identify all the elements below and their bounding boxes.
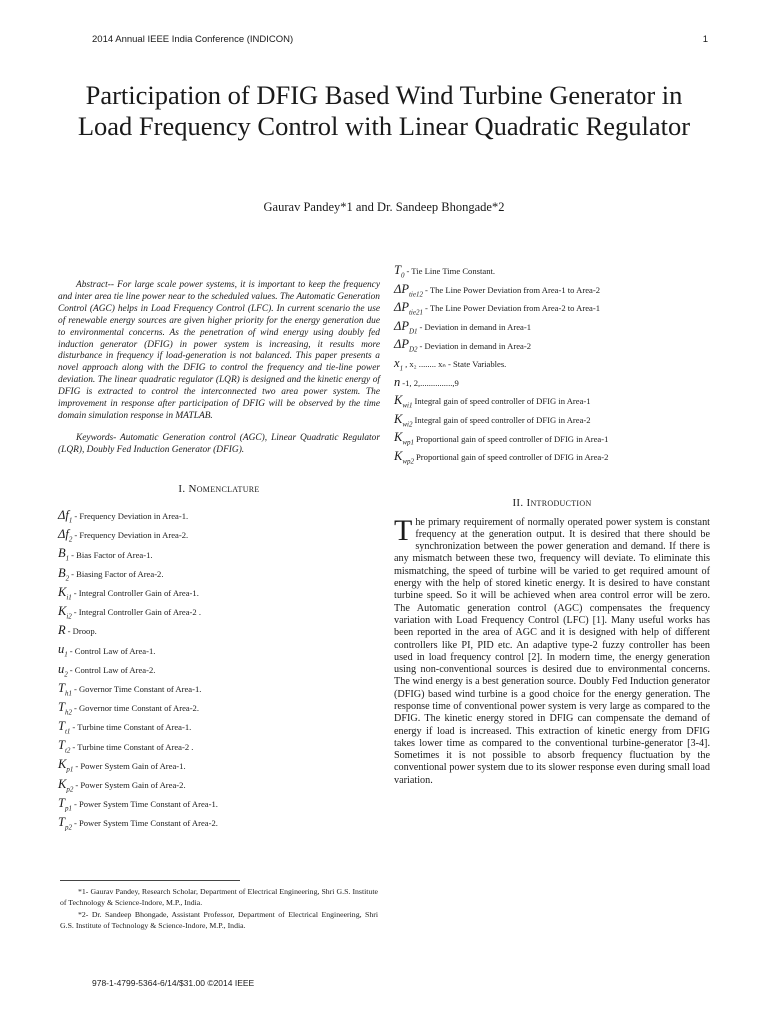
section-heading-nomenclature: [58, 483, 380, 495]
nomenclature-item: [394, 262, 710, 281]
symbol-base: K: [394, 411, 403, 426]
nomenclature-item: [58, 526, 380, 545]
symbol-base: K: [58, 584, 67, 599]
symbol-base: B: [58, 546, 66, 561]
symbol-base: T: [58, 815, 65, 830]
symbol-subscript: p2: [66, 785, 74, 794]
symbol-subscript: 1: [65, 554, 70, 563]
conference-name: 2014 Annual IEEE India Conference (INDICON): [92, 34, 294, 45]
nomenclature-symbol: [58, 623, 66, 640]
symbol-subscript: D1: [408, 327, 418, 336]
nomenclature-symbol: [58, 777, 73, 794]
nomenclature-item: [58, 756, 380, 775]
nomenclature-description: Integral gain of speed controller of DFIG in Area-2: [414, 415, 591, 426]
symbol-base: ΔP: [394, 281, 409, 296]
symbol-subscript: wi1: [402, 401, 413, 410]
symbol-subscript: h2: [64, 708, 72, 717]
nomenclature-item: [58, 795, 380, 814]
symbol-subscript: t1: [64, 727, 71, 736]
section-heading-introduction: [394, 497, 710, 509]
introduction-paragraph: [394, 513, 710, 788]
nomenclature-item: [58, 622, 380, 641]
nomenclature-symbol: [394, 337, 418, 354]
symbol-base: u: [58, 661, 65, 676]
nomenclature-item: [58, 679, 380, 698]
nomenclature-symbol: [394, 319, 418, 336]
symbol-base: Δf: [58, 508, 69, 523]
nomenclature-item: [58, 718, 380, 737]
nomenclature-description: - The Line Power Deviation from Area-2 to Area-1: [424, 303, 600, 314]
page-number: 1: [702, 34, 708, 45]
section-rest: omenclature: [196, 482, 260, 495]
nomenclature-item: [394, 448, 710, 467]
symbol-subscript: 1: [64, 650, 68, 659]
nomenclature-description: Proportional gain of speed controller of DFIG in Area-2: [416, 452, 609, 463]
keywords: Keywords- Automatic Generation control (AGC), Linear Quadratic Regulator (LQR), Doubly Fed Induction Generator (DFIG).: [58, 432, 380, 455]
symbol-base: T: [58, 719, 65, 734]
symbol-subscript: 0: [400, 271, 405, 280]
symbol-subscript: tie21: [408, 308, 423, 317]
footnotes: [60, 886, 378, 932]
nomenclature-item: [58, 641, 380, 660]
footnote-2: *2- Dr. Sandeep Bhongade, Assistant Professor, Department of Electrical Engineering, Shri G.S. Institute of Technology & Science-Indore, M.P., India.: [60, 909, 378, 931]
nomenclature-item: [394, 281, 710, 300]
nomenclature-item: [58, 737, 380, 756]
symbol-base: T: [58, 680, 65, 695]
symbol-base: u: [58, 642, 65, 657]
symbol-subscript: h1: [64, 689, 72, 698]
symbol-base: ΔP: [394, 337, 409, 352]
nomenclature-description: - Integral Controller Gain of Area-1.: [73, 588, 199, 599]
section-numeral: II.: [512, 496, 524, 509]
nomenclature-description: - Power System Time Constant of Area-2.: [73, 818, 218, 829]
running-header: [92, 34, 708, 45]
section-first-letter: N: [188, 482, 197, 495]
copyright-footer: 978-1-4799-5364-6/14/$31.00 ©2014 IEEE: [92, 978, 255, 988]
footnote-1: *1- Gaurav Pandey, Research Scholar, Department of Electrical Engineering, Shri G.S. Institute of Technology & Science-Indore, M.P., India.: [60, 887, 378, 908]
nomenclature-description: - Power System Time Constant of Area-1.: [73, 799, 218, 810]
symbol-subscript: 2: [64, 670, 68, 679]
nomenclature-symbol: [58, 527, 72, 544]
nomenclature-description: , x₂ ........ xₙ - State Variables.: [405, 358, 507, 369]
nomenclature-description: - Biasing Factor of Area-2.: [71, 568, 164, 579]
symbol-base: T: [58, 699, 65, 714]
nomenclature-item: [58, 660, 380, 679]
nomenclature-symbol: [394, 282, 423, 299]
symbol-subscript: p2: [64, 823, 72, 832]
nomenclature-item: [58, 583, 380, 602]
section-first-letter: I: [526, 496, 531, 509]
nomenclature-description: - Bias Factor of Area-1.: [71, 549, 153, 560]
symbol-base: n: [394, 374, 401, 389]
nomenclature-description: -1, 2,...............,9: [402, 377, 459, 388]
nomenclature-symbol: [394, 449, 414, 466]
symbol-subscript: p1: [64, 804, 72, 813]
nomenclature-item: [394, 336, 710, 355]
nomenclature-item: [58, 699, 380, 718]
nomenclature-list-left: [58, 507, 380, 833]
nomenclature-symbol: [58, 642, 68, 659]
nomenclature-item: [58, 507, 380, 526]
symbol-subscript: t2: [64, 746, 71, 755]
nomenclature-description: - Control Law of Area-2.: [69, 664, 156, 675]
symbol-base: T: [58, 795, 65, 810]
nomenclature-symbol: [58, 815, 72, 832]
nomenclature-symbol: [394, 412, 412, 429]
authors: Gaurav Pandey*1 and Dr. Sandeep Bhongade*2: [263, 200, 505, 214]
nomenclature-item: [394, 392, 710, 411]
drop-cap: T: [394, 513, 413, 547]
nomenclature-symbol: [58, 757, 73, 774]
nomenclature-description: - Droop.: [67, 626, 97, 637]
nomenclature-description: - Power System Gain of Area-1.: [75, 760, 186, 771]
footnote-rule: [60, 880, 240, 881]
nomenclature-description: - Governor Time Constant of Area-1.: [73, 683, 202, 694]
symbol-base: T: [394, 263, 401, 278]
nomenclature-description: - Turbine time Constant of Area-2 .: [72, 741, 194, 752]
nomenclature-symbol: [394, 430, 414, 447]
symbol-base: B: [58, 565, 66, 580]
nomenclature-symbol: [58, 585, 72, 602]
symbol-base: K: [58, 776, 67, 791]
nomenclature-description: Proportional gain of speed controller of DFIG in Area-1: [416, 433, 609, 444]
symbol-base: ΔP: [394, 300, 409, 315]
symbol-subscript: p1: [66, 765, 74, 774]
nomenclature-symbol: [394, 300, 423, 317]
nomenclature-symbol: [58, 796, 72, 813]
nomenclature-list-right: [394, 262, 710, 467]
introduction-text: he primary requirement of normally operated power system is constant frequency at the generation output. It is desired that there should be synchronization between the power generation and demand. If there is any mismatch between these two, frequency will deviate. To eliminate this mismatching, the speed of turbine will be varied to get required amount of energy with the help of stored kinetic energy. It is desired to have constant turbine speed. So it will be achieved when area control error will be zero. The Automatic generation control (AGC) compensates the frequency variation with Load Frequency Control (LFC) [1]. Many useful works has been reported in the area of AGC and it is designed with help of different controllers like PI, PID etc. An adaptive type-2 fuzzy controller has been used in load frequency control [2]. In modern time, the energy generation using non-conventional sources is desired due to environmental concerns. The wind energy is a best generation source. Doubly Fed Induction generator (DFIG) based wind turbine is a good choice for the energy generation. The response time of conventional power system is very large as compared to the DFIG. The kinetic energy stored in DFIG can compensate the demand of energy if load is increased. This extraction of kinetic energy from DFIG takes lower time as compared to the conventional turbine-generator [3-4]. Sometimes it is not possible to absorb frequency fluctuation by the conventional power system due to its slower response even during small load variation.: [394, 516, 710, 786]
symbol-base: K: [394, 448, 403, 463]
nomenclature-symbol: [394, 375, 400, 392]
nomenclature-description: - Turbine time Constant of Area-1.: [72, 722, 192, 733]
nomenclature-item: [58, 603, 380, 622]
nomenclature-item: [394, 318, 710, 337]
symbol-base: T: [58, 738, 65, 753]
symbol-subscript: wp1: [402, 438, 415, 447]
nomenclature-symbol: [58, 662, 68, 679]
nomenclature-item: [394, 355, 710, 374]
nomenclature-symbol: [58, 700, 72, 717]
symbol-base: K: [58, 603, 67, 618]
nomenclature-description: - Integral Controller Gain of Area-2 .: [73, 607, 201, 618]
symbol-base: K: [58, 757, 67, 772]
left-column: [58, 280, 380, 833]
nomenclature-description: Integral gain of speed controller of DFIG in Area-1: [414, 396, 591, 407]
paper-title: Participation of DFIG Based Wind Turbine Generator in Load Frequency Control with Linear Quadratic Regulator: [77, 80, 691, 141]
nomenclature-item: [394, 374, 710, 393]
nomenclature-item: [58, 564, 380, 583]
nomenclature-symbol: [58, 738, 70, 755]
symbol-base: ΔP: [394, 318, 409, 333]
nomenclature-description: - The Line Power Deviation from Area-1 to Area-2: [424, 284, 600, 295]
nomenclature-description: - Governor time Constant of Area-2.: [73, 703, 200, 714]
abstract: Abstract-- For large scale power systems, it is important to keep the frequency and inter area tie line power near to the scheduled values. The Automatic Generation Control (AGC) helps in Load Frequency Control (LFC). In current scenario the use of renewable energy sources are given higher priority for the energy generation due to environmental concerns. As the penetration of wind energy using doubly fed induction generator (DFIG) in power system is increasing, it results more disturbance in frequency if load-generation is not balanced. This paper presents a novel approach along with the DFIG to control the frequency and tie-line power deviation. The linear quadratic regulator (LQR) is designed and the kinetic energy of DFIG is extracted to control the interconnected two area power system. The improvement in response after participation of DFIG will be observed by the time domain simulation response in MATLAB.: [58, 280, 380, 421]
symbol-subscript: 2: [65, 574, 70, 583]
nomenclature-item: [394, 411, 710, 430]
symbol-subscript: 1: [399, 364, 404, 373]
nomenclature-item: [58, 775, 380, 794]
symbol-subscript: 2: [68, 535, 73, 544]
nomenclature-description: - Frequency Deviation in Area-1.: [74, 511, 189, 522]
nomenclature-item: [58, 545, 380, 564]
symbol-subscript: D2: [408, 345, 418, 354]
symbol-base: Δf: [58, 527, 69, 542]
nomenclature-description: - Deviation in demand in Area-2: [419, 340, 531, 351]
symbol-subscript: 1: [68, 516, 73, 525]
nomenclature-description: - Deviation in demand in Area-1: [419, 322, 531, 333]
symbol-base: x: [394, 356, 400, 371]
symbol-base: R: [58, 623, 66, 638]
symbol-subscript: wp2: [402, 457, 415, 466]
nomenclature-symbol: [58, 566, 69, 583]
nomenclature-symbol: [58, 681, 72, 698]
section-rest: ntroduction: [530, 496, 592, 509]
nomenclature-symbol: [58, 604, 72, 621]
nomenclature-description: - Control Law of Area-1.: [69, 645, 156, 656]
symbol-subscript: tie12: [408, 290, 423, 299]
section-numeral: I.: [178, 482, 186, 495]
nomenclature-symbol: [394, 393, 412, 410]
symbol-subscript: wi2: [402, 420, 413, 429]
nomenclature-symbol: [58, 719, 70, 736]
nomenclature-item: [394, 429, 710, 448]
symbol-base: K: [394, 430, 403, 445]
nomenclature-description: - Tie Line Time Constant.: [406, 266, 496, 277]
nomenclature-description: - Power System Gain of Area-2.: [75, 779, 186, 790]
right-column: [394, 262, 710, 787]
nomenclature-symbol: [394, 263, 404, 280]
nomenclature-symbol: [58, 546, 69, 563]
symbol-base: K: [394, 393, 403, 408]
nomenclature-symbol: [58, 508, 72, 525]
nomenclature-description: - Frequency Deviation in Area-2.: [74, 530, 189, 541]
nomenclature-item: [394, 299, 710, 318]
nomenclature-symbol: [394, 356, 403, 373]
nomenclature-item: [58, 814, 380, 833]
symbol-subscript: i1: [66, 593, 72, 602]
symbol-subscript: i2: [66, 612, 72, 621]
